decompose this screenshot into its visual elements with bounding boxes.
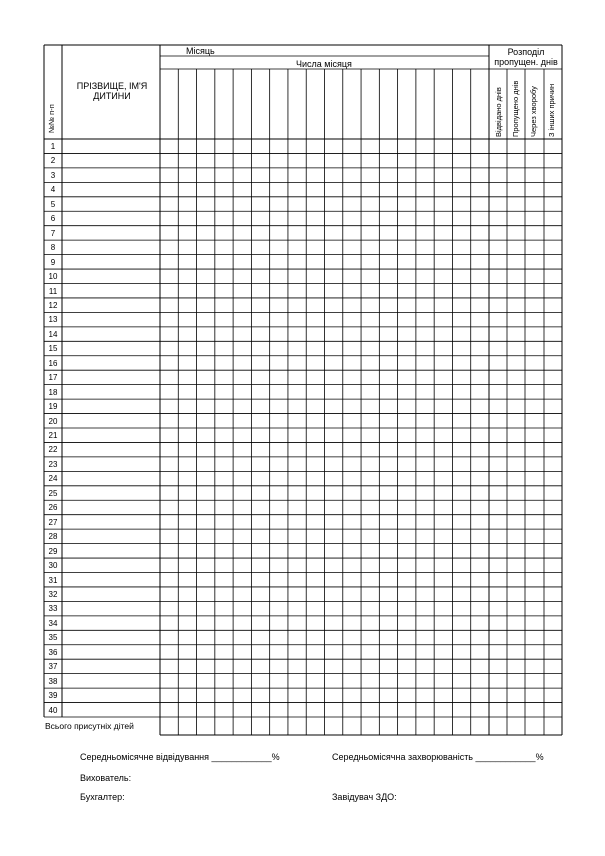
row-number: 18 <box>48 387 58 397</box>
row-number: 23 <box>48 459 58 469</box>
row-number: 6 <box>50 214 56 224</box>
avg-attendance-line: Середньомісячне відвідування ____________% <box>80 752 280 762</box>
row-number: 27 <box>48 517 58 527</box>
row-number: 22 <box>48 445 58 455</box>
row-number: 20 <box>48 416 58 426</box>
row-number: 33 <box>48 604 58 614</box>
row-number: 29 <box>48 546 58 556</box>
row-number: 12 <box>48 300 58 310</box>
row-number: 34 <box>48 618 58 628</box>
row-number: 15 <box>48 344 58 354</box>
row-number: 9 <box>50 257 56 267</box>
row-number: 2 <box>50 156 56 166</box>
visited-days-header: Відвідано днів <box>494 87 503 137</box>
total-present-label: Всього присутніх дітей <box>45 721 134 731</box>
month-header: Місяць <box>186 46 215 56</box>
row-number: 7 <box>50 228 56 238</box>
row-number: 13 <box>48 315 58 325</box>
row-number: 38 <box>48 676 58 686</box>
row-number: 14 <box>48 329 58 339</box>
accountant-signature-label: Бухгалтер: <box>80 792 125 802</box>
row-number: 4 <box>50 185 56 195</box>
row-number: 36 <box>48 647 58 657</box>
number-column-header: №№ п-п <box>47 104 56 133</box>
row-number: 24 <box>48 474 58 484</box>
other-reasons-header: З інших причин <box>547 83 556 137</box>
days-of-month-header: Числа місяця <box>296 59 352 69</box>
row-number: 25 <box>48 488 58 498</box>
row-number: 8 <box>50 243 56 253</box>
row-number: 32 <box>48 589 58 599</box>
row-number: 11 <box>48 286 58 296</box>
row-number: 1 <box>50 142 56 151</box>
row-number: 40 <box>48 705 58 715</box>
row-number: 30 <box>48 561 58 571</box>
row-number: 10 <box>48 272 58 282</box>
row-number: 28 <box>48 532 58 542</box>
row-number: 16 <box>48 358 58 368</box>
row-number: 35 <box>48 633 58 643</box>
row-number: 26 <box>48 503 58 513</box>
row-number: 5 <box>50 199 56 209</box>
sickness-days-header: Через хворобу <box>529 86 538 137</box>
row-number: 3 <box>50 170 56 180</box>
row-number: 21 <box>48 431 58 440</box>
row-number: 37 <box>48 662 58 672</box>
row-number: 31 <box>48 575 58 585</box>
row-number: 39 <box>48 691 58 701</box>
avg-sickness-line: Середньомісячна захворюваність ____________% <box>332 752 544 762</box>
head-signature-label: Завідувач ЗДО: <box>332 792 397 802</box>
missed-days-breakdown-header: Розподіл пропущен. днів <box>494 47 558 67</box>
row-number: 19 <box>48 402 58 412</box>
educator-signature-label: Вихователь: <box>80 773 132 783</box>
name-column-header: ПРІЗВИЩЕ, ІМ'Я ДИТИНИ <box>76 81 148 101</box>
row-number: 17 <box>48 373 58 383</box>
missed-days-header: Пропущено днів <box>511 80 520 137</box>
